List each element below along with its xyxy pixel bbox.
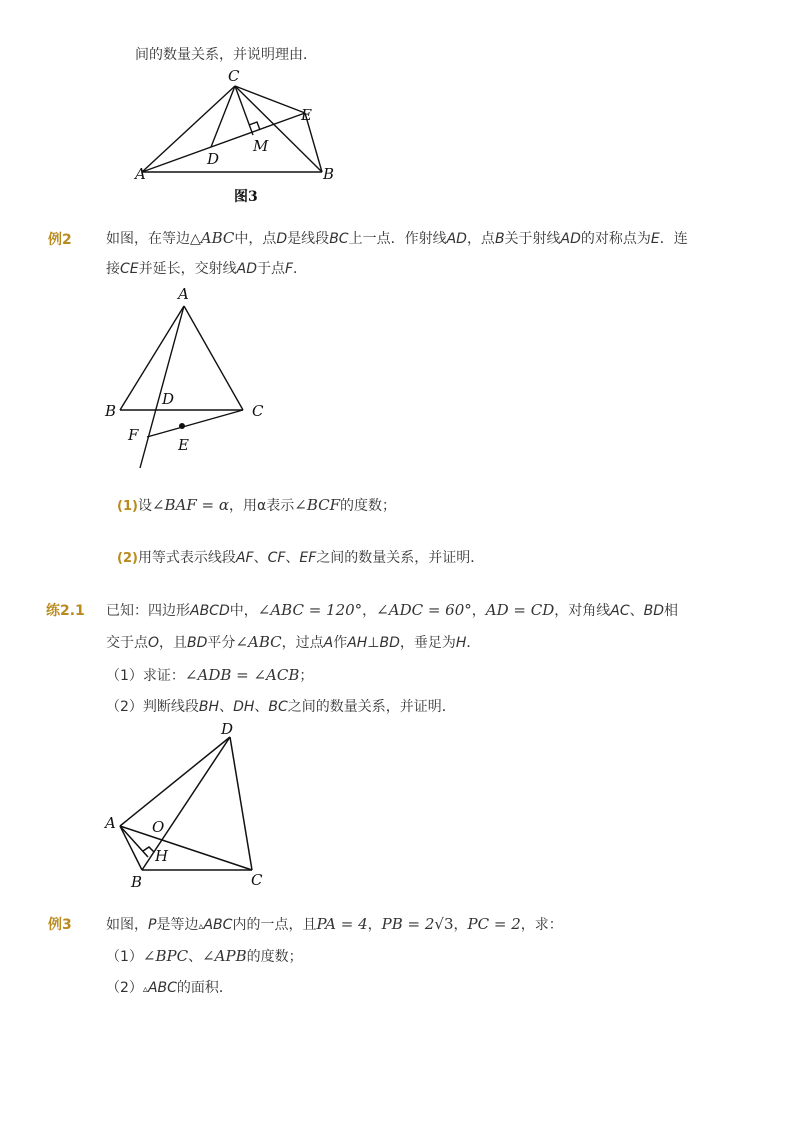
example-2-label: 例2 [48, 232, 72, 248]
point-a: A [105, 814, 116, 832]
text-fragment: ． [293, 261, 308, 277]
point-c: C [252, 402, 264, 420]
text-fragment: （1）求证： [106, 668, 185, 684]
text-fragment: ，且 [159, 635, 188, 651]
seg-ab [120, 306, 184, 410]
point-c: C [251, 871, 263, 889]
text-fragment: 中， [229, 603, 258, 619]
text-fragment: ， [471, 603, 486, 619]
example-3-label: 例3 [48, 917, 72, 933]
text-fragment: ∠ABC [235, 633, 282, 651]
text-fragment: 是等边 [156, 917, 199, 933]
point-c: C [228, 67, 240, 85]
text-fragment: BD [379, 635, 400, 651]
text-fragment: 之间的数量关系，并证明． [287, 699, 456, 715]
point-m: M [253, 137, 269, 155]
text-fragment: CF [267, 550, 286, 566]
text-fragment: ABC [147, 980, 177, 996]
seg-fc [147, 410, 243, 437]
text-fragment: ， [362, 603, 377, 619]
right-angle-mark [143, 847, 154, 852]
seg-ce [235, 86, 305, 113]
text-fragment: （2）判断线段 [106, 699, 199, 715]
text-fragment: EF [299, 550, 317, 566]
text-fragment: ， [453, 917, 468, 933]
point-f: F [128, 426, 139, 444]
example-2-line-1 [106, 228, 688, 249]
example-3-line-1 [106, 914, 563, 937]
text-fragment: (1) [117, 499, 138, 514]
point-d: D [221, 720, 234, 738]
point-a: A [135, 165, 146, 183]
text-fragment: 、 [253, 550, 268, 566]
text-fragment: 并延长，交射线 [138, 261, 237, 277]
text-fragment: AH [347, 635, 368, 651]
text-fragment: 、 [219, 699, 234, 715]
text-fragment: 平分 [207, 635, 236, 651]
text-fragment: ，点 [466, 231, 495, 247]
example-2-question-1 [117, 495, 396, 517]
text-fragment: BD [187, 635, 208, 651]
point-b: B [323, 165, 335, 183]
text-fragment: O [148, 635, 160, 651]
continuation-text: 间的数量关系，并说明理由． [135, 47, 317, 63]
text-fragment: AD = CD [485, 601, 555, 619]
text-fragment: ∠BAF = α [151, 496, 230, 514]
text-fragment: 相 [664, 603, 678, 619]
text-fragment: DH [233, 699, 255, 715]
point-d: D [162, 390, 175, 408]
text-fragment: ∠ABC = 120° [257, 601, 363, 619]
seg-ad [120, 737, 230, 826]
point-e: E [178, 436, 189, 454]
text-fragment: 的面积． [176, 980, 233, 996]
example-2-question-2 [117, 548, 484, 569]
text-fragment: P [148, 917, 157, 933]
text-fragment: ∠ADB = ∠ACB [184, 666, 300, 684]
point-e-dot [179, 423, 185, 429]
text-fragment: 的度数； [246, 949, 303, 965]
text-fragment: ，过点 [281, 635, 324, 651]
text-fragment: ▵ [198, 921, 204, 932]
seg-dc [230, 737, 252, 870]
text-fragment: √3 [434, 915, 454, 933]
text-fragment: B [494, 231, 505, 247]
text-fragment: 作 [333, 635, 348, 651]
text-fragment: 如图，在等边△ [106, 231, 201, 247]
text-fragment: 是线段 [287, 231, 330, 247]
text-fragment: 的对称点为 [580, 231, 651, 247]
text-fragment: 、 [254, 699, 269, 715]
text-fragment: ； [299, 668, 314, 684]
point-b: B [131, 873, 143, 891]
text-fragment: H [455, 635, 467, 651]
text-fragment: 的度数； [340, 498, 397, 514]
seg-ae [142, 113, 305, 172]
text-fragment: PC = 2 [467, 915, 521, 933]
text-fragment: ABC [203, 917, 233, 933]
text-fragment: E [650, 231, 660, 247]
figure-practice-2-1 [95, 715, 280, 895]
text-fragment: 已知：四边形 [106, 603, 190, 619]
text-fragment: 如图， [106, 917, 148, 933]
text-fragment: ∠BCF [294, 496, 341, 514]
text-fragment: ▵ [142, 984, 148, 995]
text-fragment: 内的一点，且 [232, 917, 317, 933]
seg-ac [142, 86, 235, 172]
point-e: E [301, 106, 312, 124]
practice-2-1-question-1 [106, 665, 313, 686]
text-fragment: PB = 2 [381, 915, 435, 933]
text-fragment: ．连 [659, 231, 688, 247]
text-fragment: 设 [137, 498, 152, 514]
text-fragment: ，求： [520, 917, 563, 933]
text-fragment: CE [120, 261, 139, 277]
text-fragment: 接 [106, 261, 120, 277]
text-fragment: F [284, 261, 294, 277]
example-2-line-2 [106, 259, 307, 279]
text-fragment: 关于射线 [504, 231, 561, 247]
practice-2-1-line-2 [106, 632, 480, 653]
text-fragment: PA = 4 [316, 915, 368, 933]
practice-2-1-question-2 [106, 697, 456, 717]
text-fragment: A [323, 635, 334, 651]
text-fragment: ⊥ [367, 635, 380, 651]
text-fragment: AF [235, 550, 254, 566]
text-fragment: AD [560, 231, 581, 247]
text-fragment: 中，点 [234, 231, 277, 247]
seg-cd [211, 86, 235, 147]
seg-ac [184, 306, 243, 410]
text-fragment: ， [367, 917, 382, 933]
figure-example-2 [100, 282, 275, 472]
point-d: D [207, 150, 220, 168]
text-fragment: ABC [200, 229, 235, 247]
example-3-question-2 [106, 978, 233, 1000]
point-b: B [105, 402, 117, 420]
text-fragment: AC [610, 603, 630, 619]
seg-cm [235, 86, 253, 135]
text-fragment: ∠ADC = 60° [376, 601, 472, 619]
text-fragment: AD [236, 261, 257, 277]
text-fragment: （1） [106, 949, 143, 965]
text-fragment: 、 [188, 949, 203, 965]
text-fragment: 、 [629, 603, 644, 619]
text-fragment: 之间的数量关系，并证明． [316, 550, 485, 566]
text-fragment: ABCD [190, 603, 230, 619]
point-a: A [178, 285, 189, 303]
text-fragment: AD [446, 231, 467, 247]
example-3-question-1 [106, 946, 303, 967]
practice-2-1-line-1 [106, 600, 678, 621]
point-h: H [155, 847, 169, 865]
text-fragment: BC [268, 699, 288, 715]
text-fragment: 上一点．作射线 [348, 231, 447, 247]
text-fragment: BC [329, 231, 349, 247]
text-fragment: （2） [106, 980, 143, 996]
figure-3 [125, 65, 355, 205]
text-fragment: BH [198, 699, 220, 715]
practice-2-1-label: 练2.1 [46, 603, 85, 619]
text-fragment: 、 [285, 550, 300, 566]
text-fragment: ∠BPC [142, 947, 189, 965]
text-fragment: ，对角线 [554, 603, 611, 619]
text-fragment: ，用α表示 [229, 498, 295, 514]
figure-caption: 图3 [234, 189, 258, 205]
text-fragment: ∠APB [202, 947, 247, 965]
text-fragment: 用等式表示线段 [137, 550, 236, 566]
text-fragment: D [276, 231, 288, 247]
text-fragment: BD [643, 603, 664, 619]
text-fragment: 于点 [256, 261, 285, 277]
text-fragment: ． [466, 635, 481, 651]
text-fragment: 交于点 [106, 635, 148, 651]
text-fragment: ，垂足为 [399, 635, 456, 651]
point-o: O [152, 818, 165, 836]
text-fragment: (2) [117, 551, 138, 566]
